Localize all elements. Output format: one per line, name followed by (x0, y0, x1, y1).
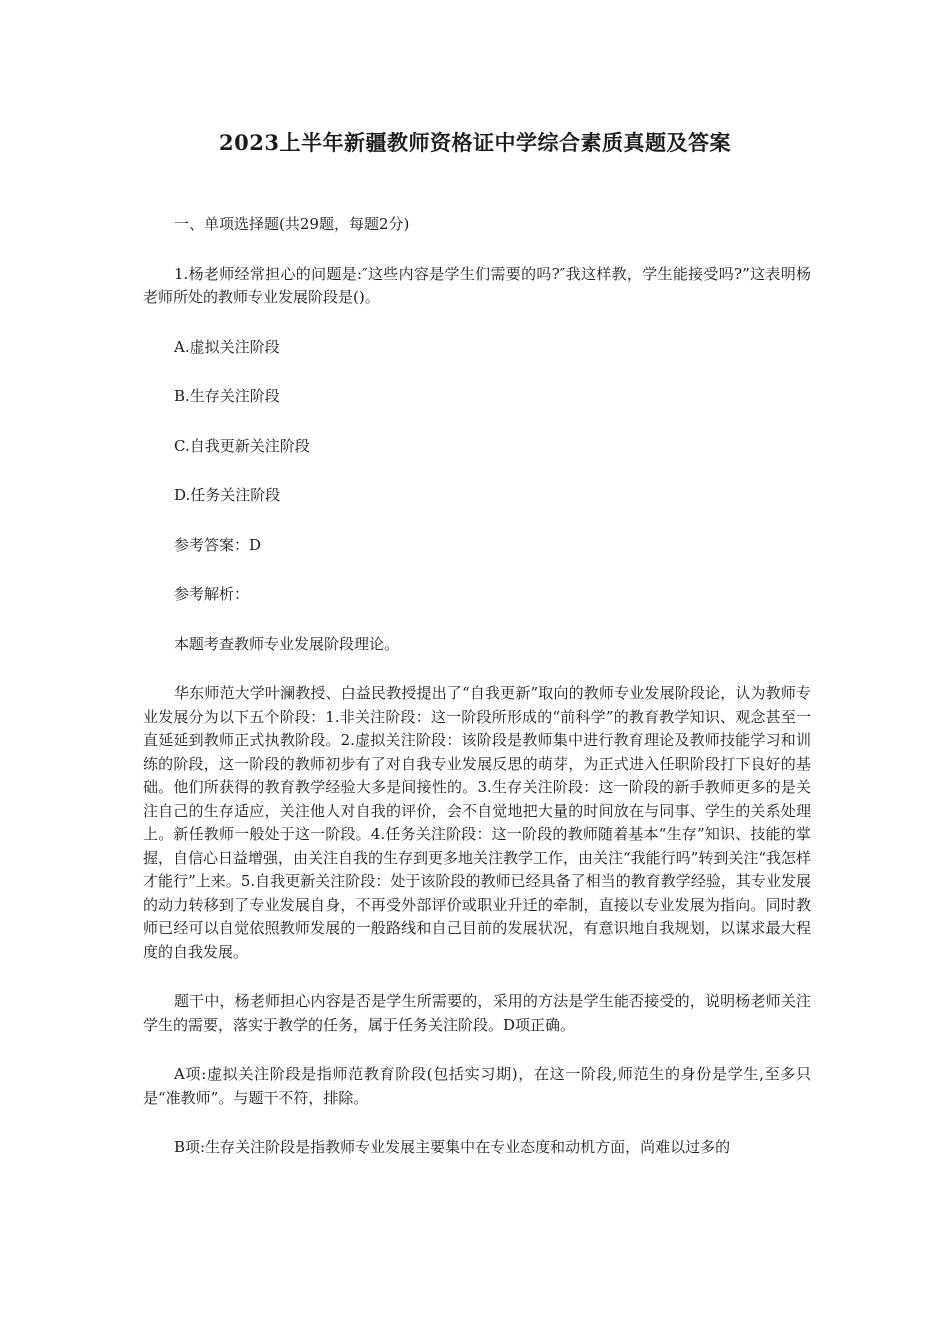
analysis-option-b: B项:生存关注阶段是指教师专业发展主要集中在专业态度和动机方面，尚难以过多的 (174, 1138, 731, 1156)
option-a: A.虚拟关注阶段 (174, 337, 280, 356)
document-title: 2023上半年新疆教师资格证中学综合素质真题及答案 (219, 130, 731, 155)
analysis-theory: 华东师范大学叶澜教授、白益民教授提出了“自我更新”取向的教师专业发展阶段论，认为教师专业发展分为以下五个阶段：1.非关注阶段：这一阶段所形成的“前科学”的教育教学知识、观念甚至一直延延到教师正式执教阶段。2.虚拟关注阶段：该阶段是教师集中进行教育理论及教师技能学习和训练的阶段，这一阶段的教师初步有了对自我专业发展反思的萌芽，为正式进入任职阶段打下良好的基础。他们所获得的教育教学经验大多是间接性的。3.生存关注阶段：这一阶段的新手教师更多的是关注自己的生存适应，关注他人对自我的评价，会不自觉地把大量的时间放在与同事、学生的关系处理上。新任教师一般处于这一阶段。4.任务关注阶段：这一阶段的教师随着基本“生存”知识、技能的掌握，自信心日益增强，由关注自我的生存到更多地关注教学工作，由关注“我能行吗”转到关注“我怎样才能行”上来。5.自我更新关注阶段：处于该阶段的教师已经具备了相当的教育教学经验，其专业发展的动力转移到了专业发展自身，不再受外部评价或职业升迁的牵制，直接以专业发展为指向。同时教师已经可以自觉依照教师发展的一般路线和自己目前的发展状况，有意识地自我规划，以谋求最大程度的自我发展。 (143, 684, 812, 961)
document-body (143, 213, 811, 1160)
section-heading: 一、单项选择题(共29题，每题2分) (174, 215, 410, 233)
analysis-label: 参考解析： (174, 585, 250, 603)
analysis-intro: 本题考查教师专业发展阶段理论。 (174, 634, 400, 653)
question-text: 1.杨老师经常担心的问题是:″这些内容是学生们需要的吗?″我这样教，学生能接受吗?”这表明杨老师所处的教师专业发展阶段是()。 (143, 264, 811, 306)
option-c: C.自我更新关注阶段 (174, 436, 310, 455)
option-b: B.生存关注阶段 (174, 387, 280, 405)
analysis-conclusion: 题干中，杨老师担心内容是否是学生所需要的，采用的方法是学生能否接受的，说明杨老师关注学生的需要，落实于教学的任务，属于任务关注阶段。D项正确。 (143, 992, 811, 1034)
reference-answer: 参考答案：D (174, 535, 262, 554)
option-d: D.任务关注阶段 (174, 486, 281, 504)
analysis-option-a: A项:虚拟关注阶段是指师范教育阶段(包括实习期)，在这一阶段,师范生的身份是学生,至多只是“准教师”。与题干不符，排除。 (143, 1065, 811, 1107)
